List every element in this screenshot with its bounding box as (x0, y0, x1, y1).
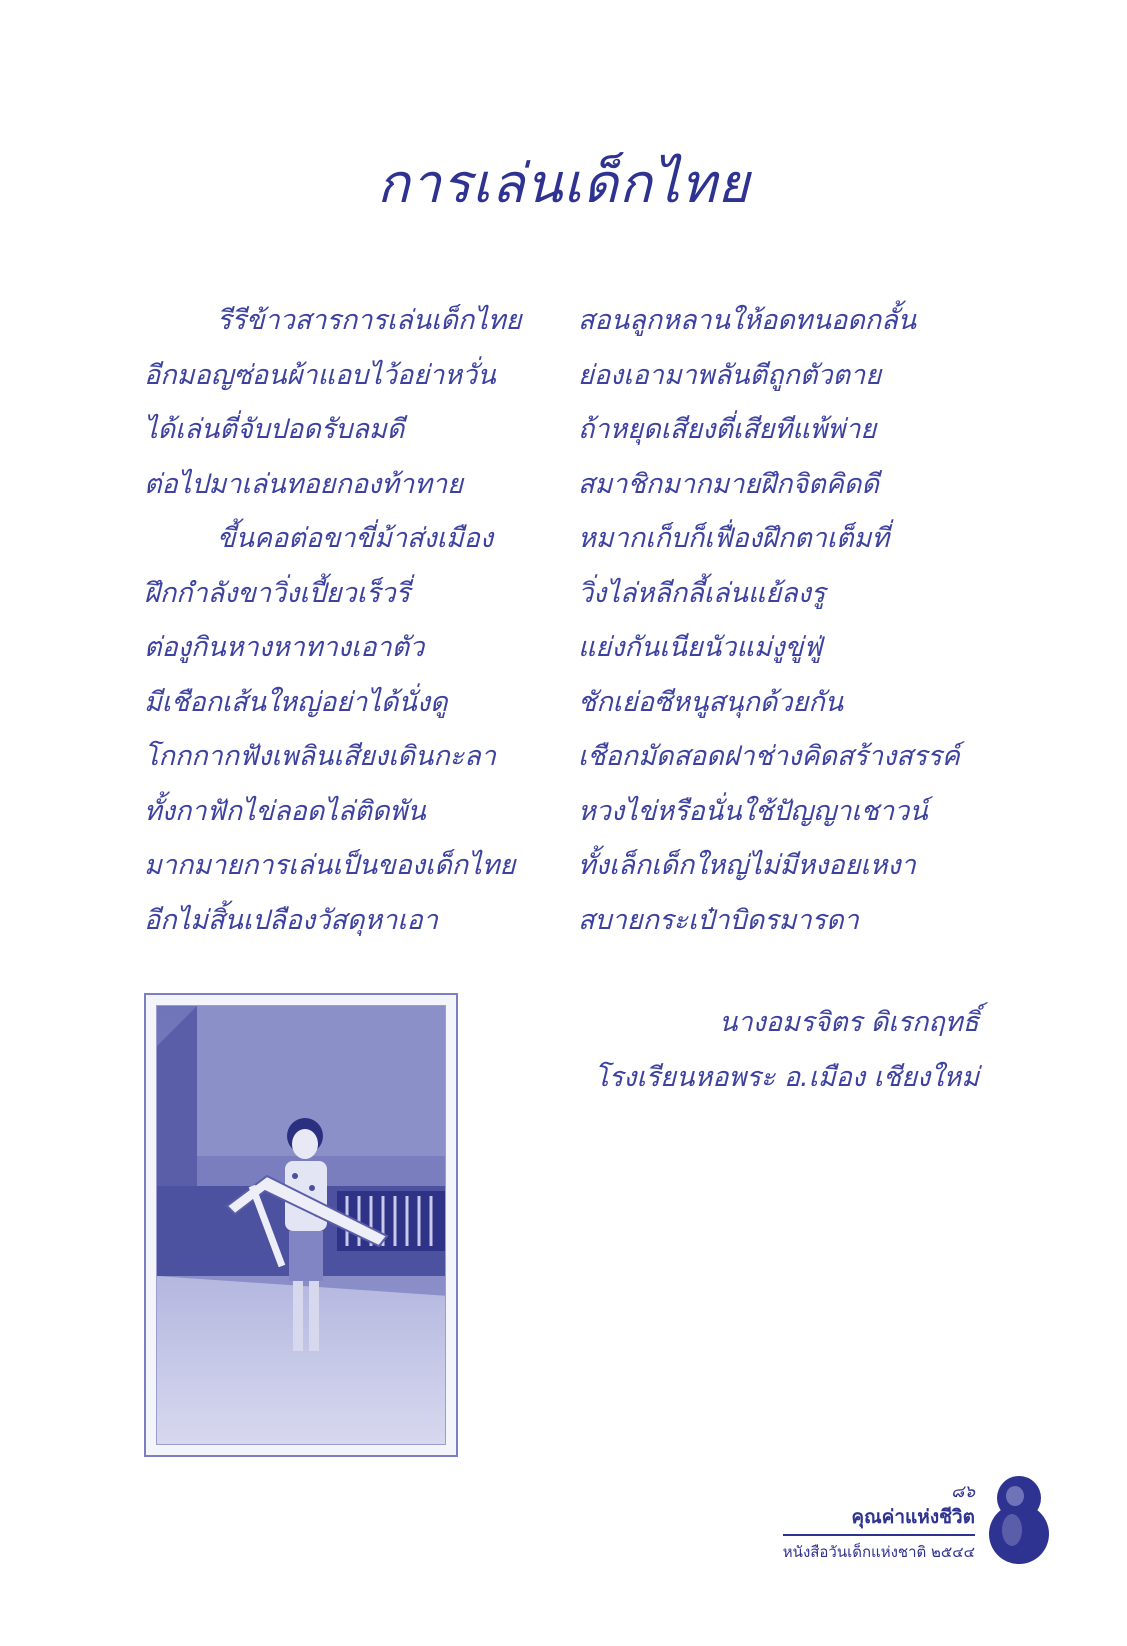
poem-line-right: สมาชิกมากมายฝึกจิตคิดดี (578, 468, 879, 500)
poem-line-left: อีกไม่สิ้นเปลืองวัสดุหาเอา (144, 904, 438, 936)
poem-line (0, 625, 1127, 665)
photo (144, 993, 458, 1457)
poem-line-left: รีรีข้าวสารการเล่นเด็กไทย (217, 305, 522, 336)
book-subtitle: หนังสือวันเด็กแห่งชาติ ๒๕๔๔ (782, 1543, 975, 1561)
poem-line-right: ชักเย่อซีหนูสนุกด้วยกัน (578, 686, 844, 718)
poem-line-left: ต่อไปมาเล่นทอยกองท้าทาย (144, 468, 463, 500)
poem-line-right: สอนลูกหลานให้อดทนอดกลั้น (578, 305, 917, 336)
poem-line (0, 353, 1127, 393)
poem-line (0, 407, 1127, 447)
poem-line-left: ทั้งกาฟักไข่ลอดไล่ติดพัน (144, 795, 426, 827)
book-title: คุณค่าแห่งชีวิต (783, 1502, 975, 1536)
poem-line (0, 898, 1127, 938)
poem-line (0, 734, 1127, 774)
poem-line (0, 462, 1127, 502)
author-school: โรงเรียนหอพระ อ.เมือง เชียงใหม่ (594, 1062, 979, 1093)
poem-line-left: มีเชือกเส้นใหญ่อย่าได้นั่งดู (144, 686, 448, 718)
poem-line-left: อีกมอญซ่อนผ้าแอบไว้อย่าหวั่น (144, 359, 496, 391)
poem-line-left: ได้เล่นตี่จับปอดรับลมดี (144, 414, 405, 445)
poem-line-right: ถ้าหยุดเสียงตี่เสียทีแพ้พ่าย (578, 414, 877, 445)
poem-line (0, 298, 1127, 338)
poem-line (0, 571, 1127, 611)
poem-line (0, 680, 1127, 720)
poem-line-right: ย่องเอามาพลันตีถูกตัวตาย (578, 359, 882, 391)
author-name: นางอมรจิตร ดิเรกฤทธิ์ (719, 1007, 979, 1038)
poem-line (0, 789, 1127, 829)
poem-line (0, 516, 1127, 556)
poem-line-right: เชือกมัดสอดฝาช่างคิดสร้างสรรค์ (578, 741, 960, 772)
child-portrait-emblem (988, 1468, 1050, 1564)
photo-image (156, 1005, 446, 1445)
poem-line-left: ขี้นคอต่อขาขี่ม้าส่งเมือง (217, 523, 494, 554)
poem-line-right: หมากเก็บก็เฟื่องฝึกตาเต็มที่ (578, 523, 890, 554)
poem-line-right: ทั้งเล็กเด็กใหญ่ไม่มีหงอยเหงา (578, 850, 916, 881)
poem-line (0, 843, 1127, 883)
poem-line-right: หวงไข่หรือนั่นใช้ปัญญาเชาวน์ (578, 795, 928, 827)
poem-line-left: โกกกากฟังเพลินเสียงเดินกะลา (144, 741, 496, 772)
page-title: การเล่นเด็กไทย (376, 152, 751, 215)
footer (783, 1478, 975, 1564)
poem-line-right: สบายกระเป๋าบิดรมารดา (578, 904, 859, 936)
poem-line-right: แย่งกันเนียนัวแม่งูขู่ฟู่ (578, 632, 823, 663)
poem-line-left: ต่องูกินหางหาทางเอาตัว (144, 632, 425, 663)
poem-line-right: วิ่งไล่หลีกลี้เล่นแย้ลงรู (578, 577, 826, 609)
page-number: ๘๖ (951, 1482, 975, 1502)
poem-line-left: มากมายการเล่นเป็นของเด็กไทย (144, 850, 516, 881)
poem-line-left: ฝึกกำลังขาวิ่งเปี้ยวเร็วรี่ (144, 577, 411, 609)
